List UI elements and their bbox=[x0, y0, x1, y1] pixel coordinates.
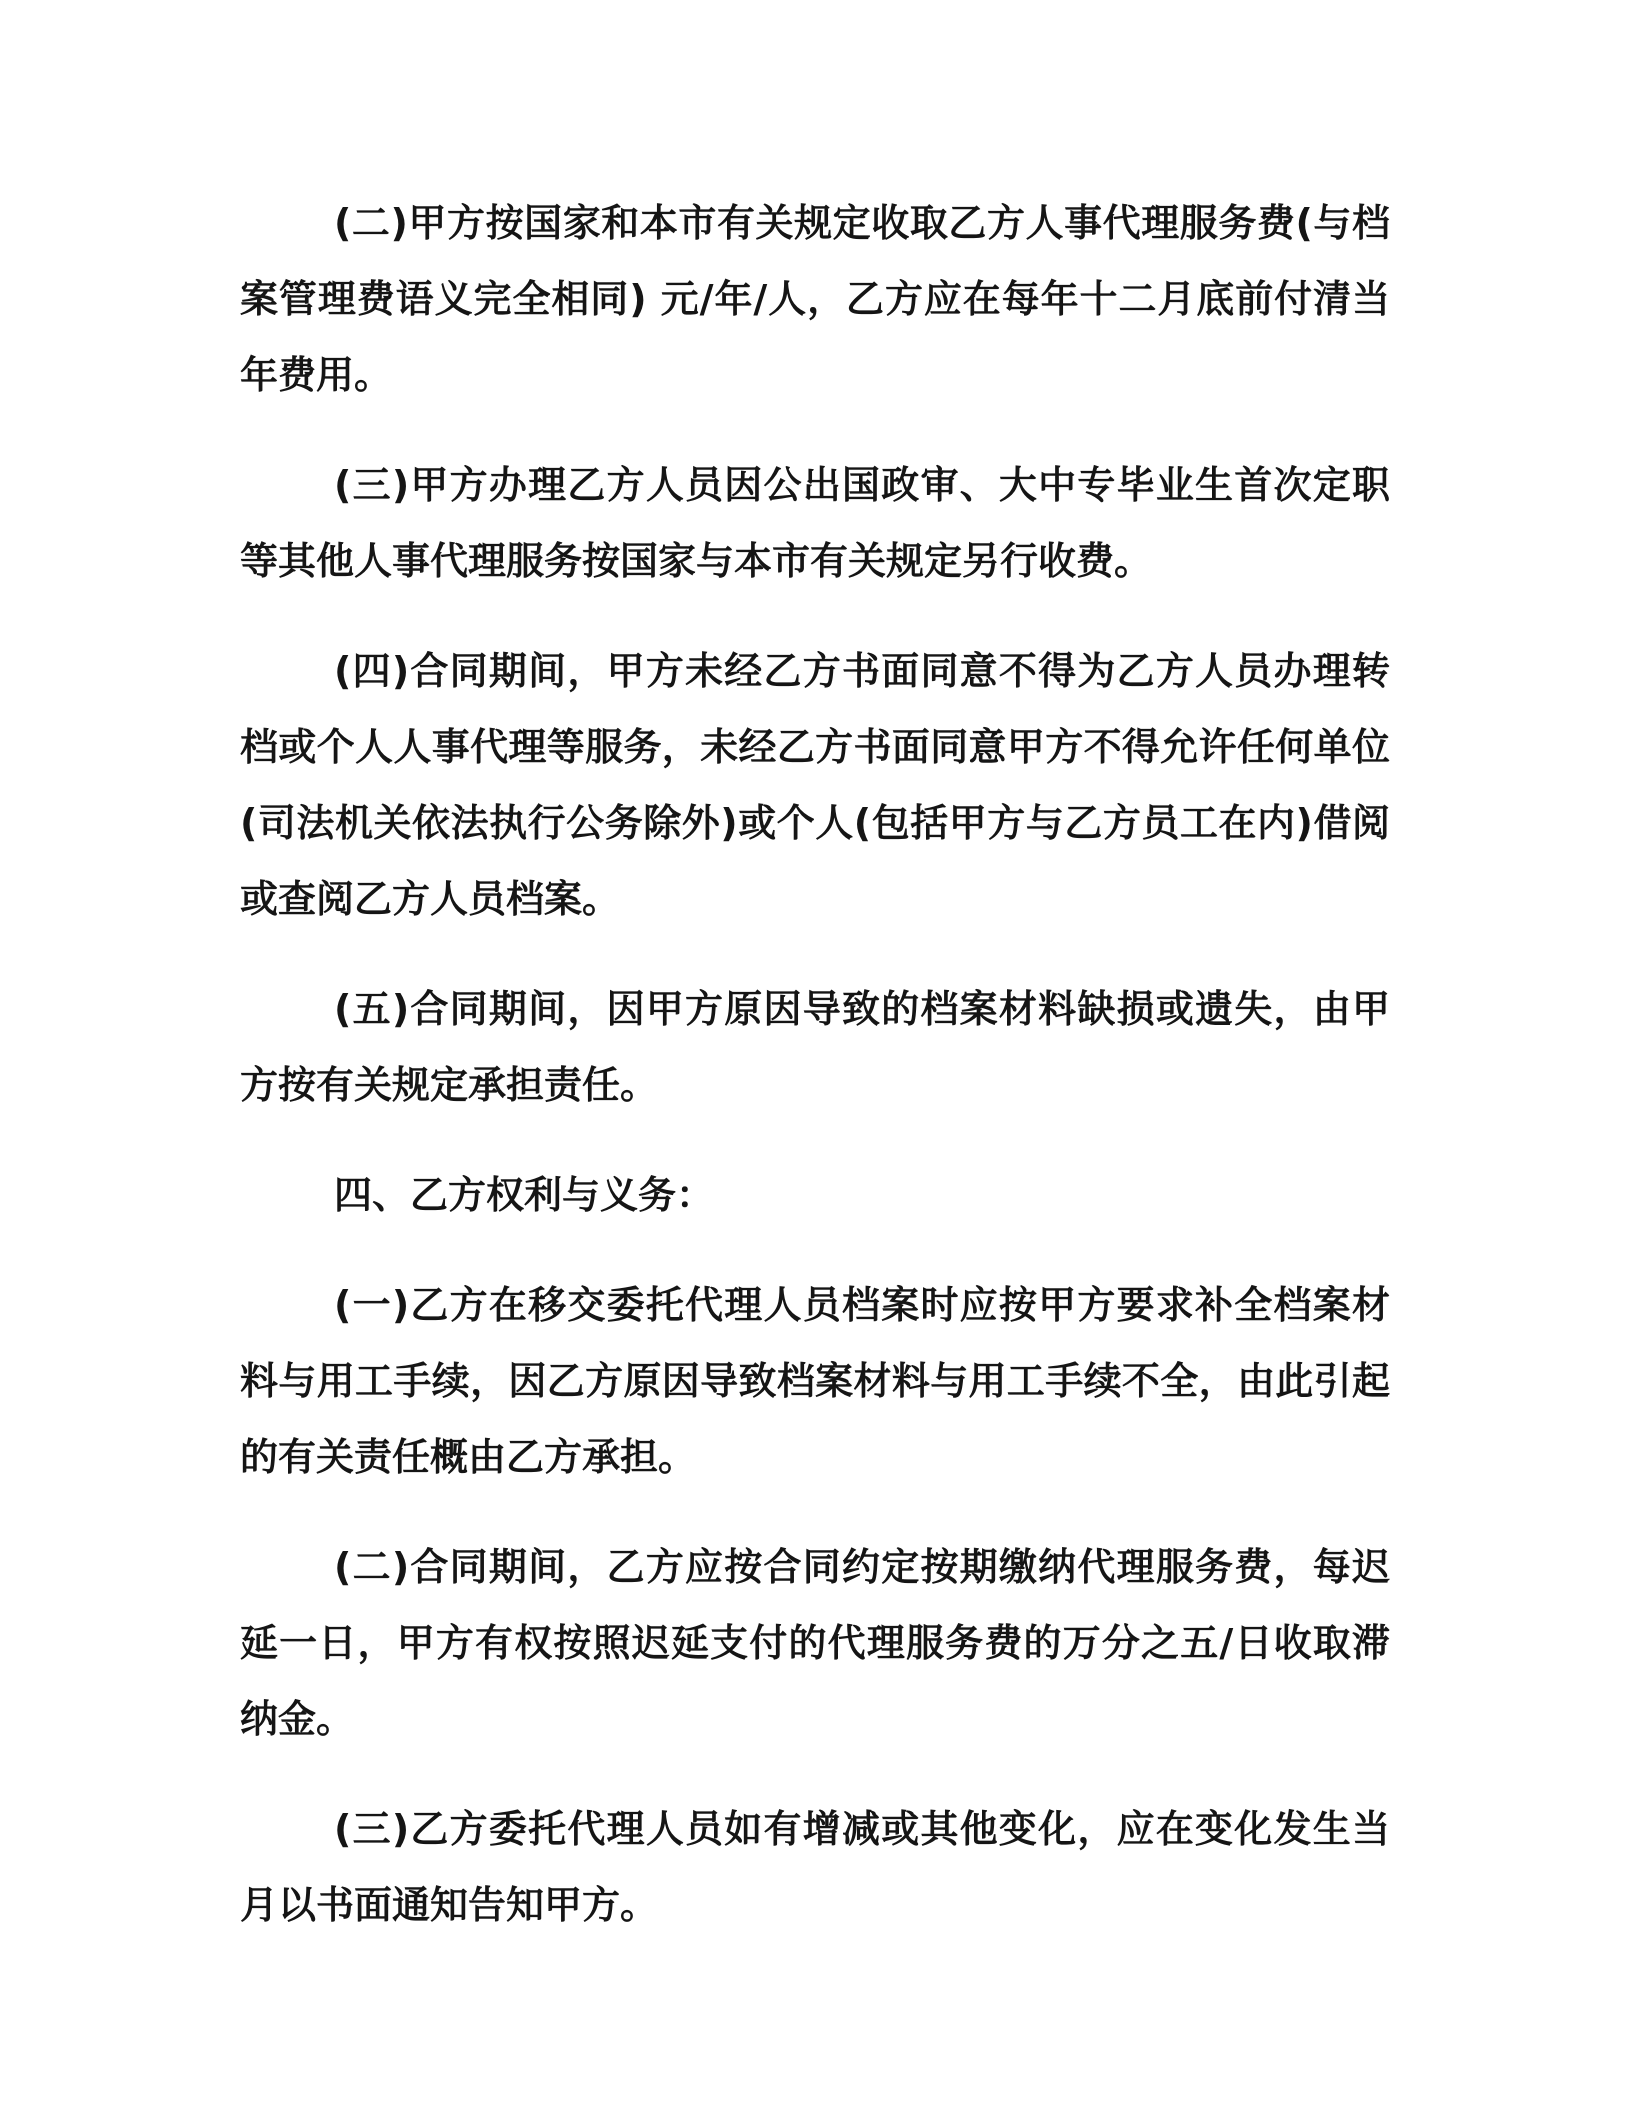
clause-5-archive-loss: (五)合同期间，因甲方原因导致的档案材料缺损或遗失，由甲方按有关规定承担责任。 bbox=[240, 987, 1390, 1107]
clause-b2-late-fee: (二)合同期间，乙方应按合同约定按期缴纳代理服务费，每迟延一日，甲方有权按照迟延支付的代理服务费的万分之五/日收取滞纳金。 bbox=[240, 1545, 1390, 1741]
section-4-heading: 四、乙方权利与义务： bbox=[334, 1173, 715, 1217]
clause-3-other-services: (三)甲方办理乙方人员因公出国政审、大中专毕业生首次定职等其他人事代理服务按国家与本市有关规定另行收费。 bbox=[240, 463, 1390, 583]
clause-b3-staff-changes: (三)乙方委托代理人员如有增减或其他变化，应在变化发生当月以书面通知告知甲方。 bbox=[240, 1807, 1390, 1927]
document-body bbox=[240, 185, 1390, 1977]
clause-2-service-fee: (二)甲方按国家和本市有关规定收取乙方人事代理服务费(与档案管理费语义完全相同) 元/年/人，乙方应在每年十二月底前付清当年费用。 bbox=[240, 201, 1390, 397]
clause-4-archive-access: (四)合同期间，甲方未经乙方书面同意不得为乙方人员办理转档或个人人事代理等服务，未经乙方书面同意甲方不得允许任何单位(司法机关依法执行公务除外)或个人(包括甲方与乙方员工在内)借阅或查阅乙方人员档案。 bbox=[240, 649, 1390, 921]
clause-b1-archive-transfer: (一)乙方在移交委托代理人员档案时应按甲方要求补全档案材料与用工手续，因乙方原因导致档案材料与用工手续不全，由此引起的有关责任概由乙方承担。 bbox=[240, 1283, 1390, 1479]
